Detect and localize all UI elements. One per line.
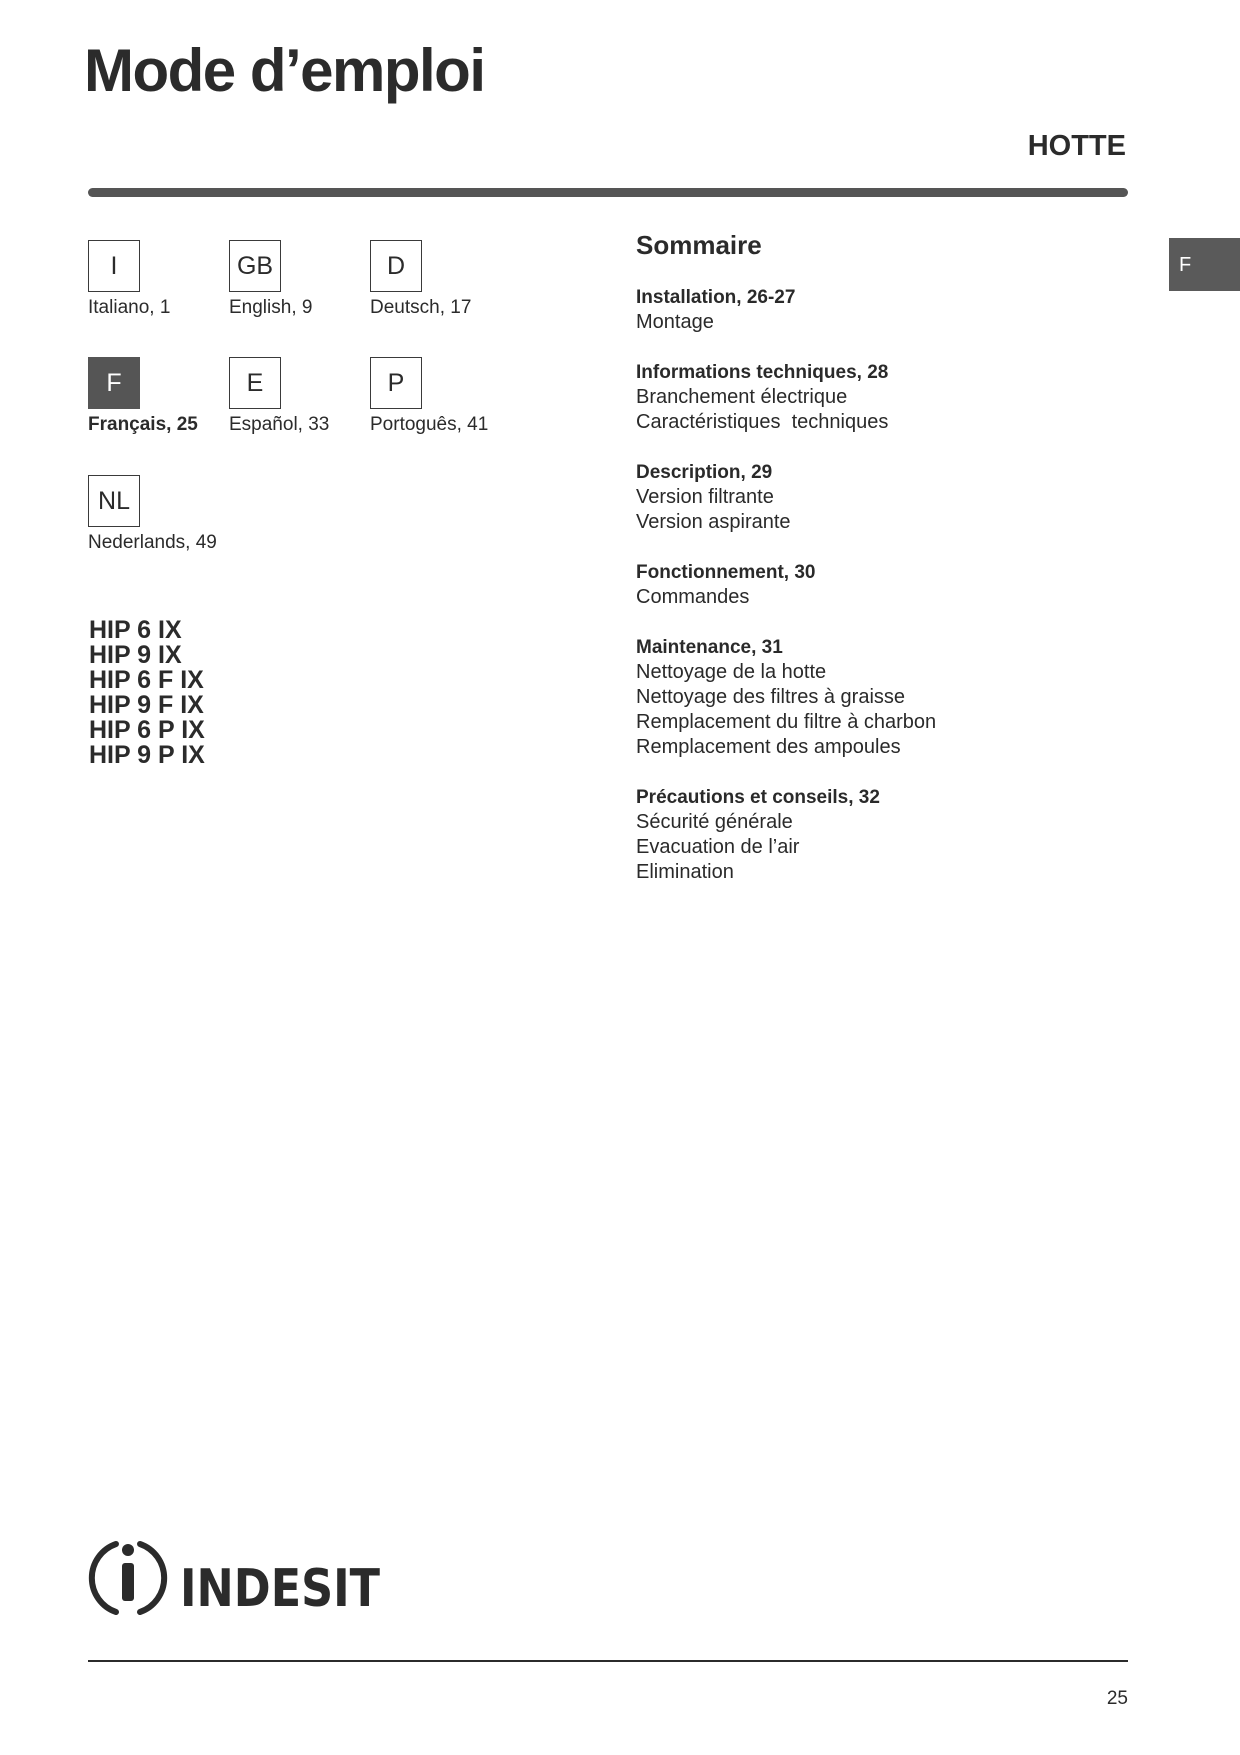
toc-item: Sécurité générale: [636, 811, 793, 833]
toc-item: Caractéristiques techniques: [636, 411, 889, 433]
language-italiano: [88, 240, 228, 319]
language-code-box: D: [370, 240, 422, 292]
model-name: HIP 9 P IX: [89, 741, 205, 769]
language-nederlands: [88, 475, 228, 554]
toc-title: Sommaire: [636, 230, 762, 260]
toc-section-maintenance: [636, 635, 1136, 760]
page-title: Mode d’emploi: [84, 37, 485, 104]
toc-item: Version aspirante: [636, 511, 791, 533]
toc-item: Montage: [636, 311, 714, 333]
toc-item: Commandes: [636, 586, 750, 608]
language-label: Italiano, 1: [88, 297, 171, 318]
language-label: Deutsch, 17: [370, 297, 472, 318]
toc-item: Nettoyage de la hotte: [636, 661, 827, 683]
model-name: HIP 6 F IX: [89, 666, 204, 694]
info-circle-logo-icon: [92, 1544, 164, 1612]
language-label: Español, 33: [229, 414, 330, 435]
header-rule: [88, 188, 1128, 197]
model-name: HIP 6 P IX: [89, 716, 205, 744]
toc-heading: Installation, 26-27: [636, 287, 796, 308]
language-label: Portoguês, 41: [370, 414, 489, 435]
toc-heading: Précautions et conseils, 32: [636, 787, 880, 808]
toc-heading: Fonctionnement, 30: [636, 562, 816, 583]
brand-wordmark: INDESIT: [180, 1559, 381, 1619]
toc-section-precautions: [636, 785, 1136, 885]
language-label: Nederlands, 49: [88, 532, 217, 553]
toc-item: Elimination: [636, 861, 734, 883]
toc-item: Version filtrante: [636, 486, 774, 508]
language-portugues: [370, 357, 510, 436]
language-code-box: NL: [88, 475, 140, 527]
language-code-box-active: F: [88, 357, 140, 409]
model-name: HIP 6 IX: [89, 616, 182, 644]
toc-section-informations: [636, 360, 1136, 435]
language-espanol: [229, 357, 369, 436]
language-code-box: P: [370, 357, 422, 409]
toc-heading: Informations techniques, 28: [636, 362, 889, 383]
toc-item: Evacuation de l’air: [636, 836, 800, 858]
language-deutsch: [370, 240, 510, 319]
toc-item: Branchement électrique: [636, 386, 848, 408]
page-number: 25: [1106, 1688, 1128, 1709]
toc-heading: Description, 29: [636, 462, 773, 483]
language-label: English, 9: [229, 297, 313, 318]
toc-item: Nettoyage des filtres à graisse: [636, 686, 906, 708]
language-side-tab: F: [1169, 238, 1240, 291]
footer-rule: [88, 1660, 1128, 1662]
toc-section-description: [636, 460, 1136, 535]
language-code-box: I: [88, 240, 140, 292]
toc-section-installation: [636, 285, 1136, 335]
language-code-box: E: [229, 357, 281, 409]
indesit-logo: [88, 1536, 388, 1618]
toc-item: Remplacement du filtre à charbon: [636, 711, 937, 733]
toc-item: Remplacement des ampoules: [636, 736, 901, 758]
model-name: HIP 9 IX: [89, 641, 182, 669]
model-list: [89, 618, 205, 768]
table-of-contents: [636, 230, 1136, 910]
product-category: HOTTE: [1027, 130, 1126, 162]
language-code-box: GB: [229, 240, 281, 292]
language-francais: [88, 357, 228, 436]
language-english: [229, 240, 369, 319]
toc-section-fonctionnement: [636, 560, 1136, 610]
toc-heading: Maintenance, 31: [636, 637, 783, 658]
language-label-active: Français, 25: [88, 414, 198, 435]
model-name: HIP 9 F IX: [89, 691, 204, 719]
